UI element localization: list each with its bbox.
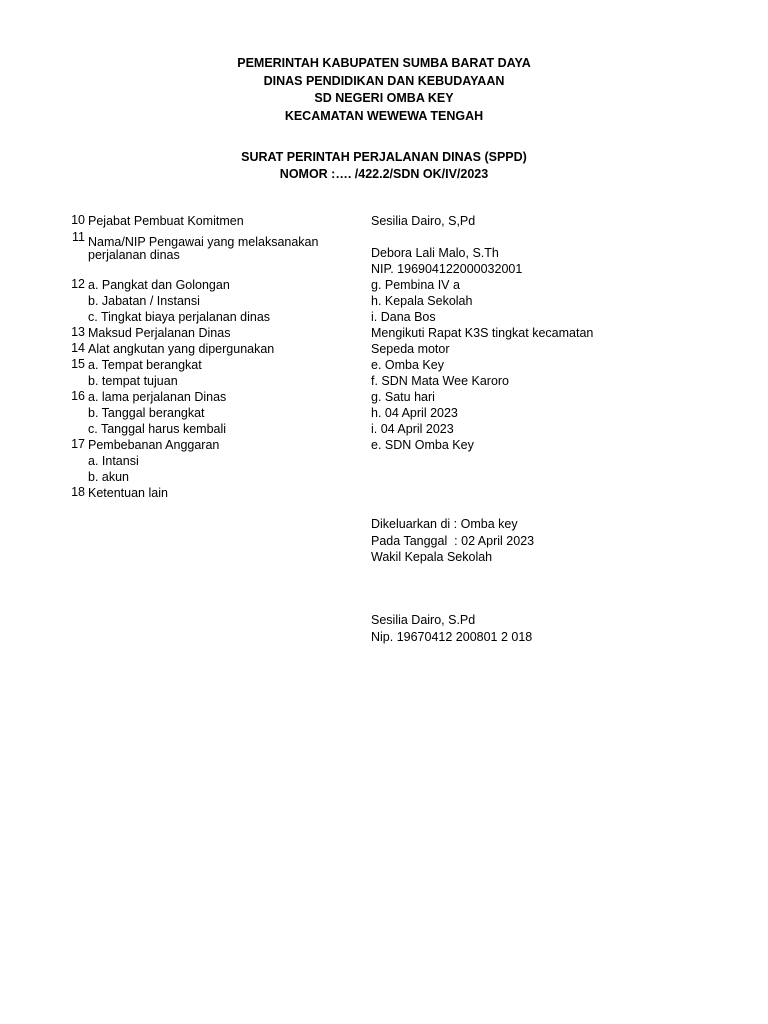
- header-line-department: DINAS PENDIDIKAN DAN KEBUDAYAAN: [263, 73, 505, 88]
- row-17-value: e. SDN Omba Key: [371, 438, 474, 452]
- row-11-nip-value: NIP. 196904122000032001: [371, 262, 523, 276]
- row-18-label: Ketentuan lain: [88, 486, 168, 500]
- row-10-value: Sesilia Dairo, S,Pd: [371, 214, 476, 228]
- signer-position: Wakil Kepala Sekolah: [371, 550, 493, 564]
- issue-date: Pada Tanggal : 02 April 2023: [371, 534, 535, 548]
- row-number-14: 14: [71, 341, 85, 355]
- row-16b-label: b. Tanggal berangkat: [88, 406, 205, 420]
- row-17a-label: a. Intansi: [88, 454, 139, 468]
- row-13-label: Maksud Perjalanan Dinas: [88, 326, 231, 340]
- issued-at: Dikeluarkan di : Omba key: [371, 517, 518, 531]
- row-15a-value: e. Omba Key: [371, 358, 444, 372]
- row-number-17: 17: [71, 437, 85, 451]
- row-11-label-line2: perjalanan dinas: [88, 248, 180, 262]
- row-12c-label: c. Tingkat biaya perjalanan dinas: [88, 310, 271, 324]
- document-number: NOMOR :…. /422.2/SDN OK/IV/2023: [279, 167, 489, 181]
- row-number-10: 10: [71, 213, 85, 227]
- row-12c-value: i. Dana Bos: [371, 310, 436, 324]
- row-12a-label: a. Pangkat dan Golongan: [88, 278, 230, 292]
- row-14-value: Sepeda motor: [371, 342, 450, 356]
- signer-nip: Nip. 19670412 200801 2 018: [371, 630, 533, 644]
- row-number-15: 15: [71, 357, 85, 371]
- row-15a-label: a. Tempat berangkat: [88, 358, 202, 372]
- row-16c-value: i. 04 April 2023: [371, 422, 454, 436]
- row-number-18: 18: [71, 485, 85, 499]
- row-12a-value: g. Pembina IV a: [371, 278, 460, 292]
- title-line: SURAT PERINTAH PERJALANAN DINAS (SPPD): [241, 150, 527, 164]
- row-13-value: Mengikuti Rapat K3S tingkat kecamatan: [371, 326, 594, 340]
- row-16a-label: a. lama perjalanan Dinas: [88, 390, 227, 404]
- row-number-12: 12: [71, 277, 85, 291]
- row-17b-label: b. akun: [88, 470, 130, 484]
- row-16a-value: g. Satu hari: [371, 390, 435, 404]
- row-12b-label: b. Jabatan / Instansi: [88, 294, 200, 308]
- row-17-label: Pembebanan Anggaran: [88, 438, 220, 452]
- document-title: [0, 149, 768, 183]
- row-12b-value: h. Kepala Sekolah: [371, 294, 473, 308]
- row-15b-value: f. SDN Mata Wee Karoro: [371, 374, 510, 388]
- row-14-label: Alat angkutan yang dipergunakan: [88, 342, 275, 356]
- header-line-district: KECAMATAN WEWEWA TENGAH: [284, 108, 484, 123]
- row-number-16: 16: [71, 389, 85, 403]
- row-10-label: Pejabat Pembuat Komitmen: [88, 214, 244, 228]
- row-number-13: 13: [71, 325, 85, 339]
- header-line-regency: PEMERINTAH KABUPATEN SUMBA BARAT DAYA: [237, 56, 531, 70]
- row-11-name-value: Debora Lali Malo, S.Th: [371, 246, 499, 260]
- row-number-11: 11: [72, 230, 85, 244]
- row-11-label-line1: Nama/NIP Pengawai yang melaksanakan: [88, 235, 319, 249]
- row-15b-label: b. tempat tujuan: [88, 374, 178, 388]
- row-16c-label: c. Tanggal harus kembali: [88, 422, 227, 436]
- letterhead: [0, 55, 768, 125]
- row-16b-value: h. 04 April 2023: [371, 406, 458, 420]
- signer-name: Sesilia Dairo, S.Pd: [371, 613, 476, 627]
- header-line-school: SD NEGERI OMBA KEY: [314, 91, 454, 105]
